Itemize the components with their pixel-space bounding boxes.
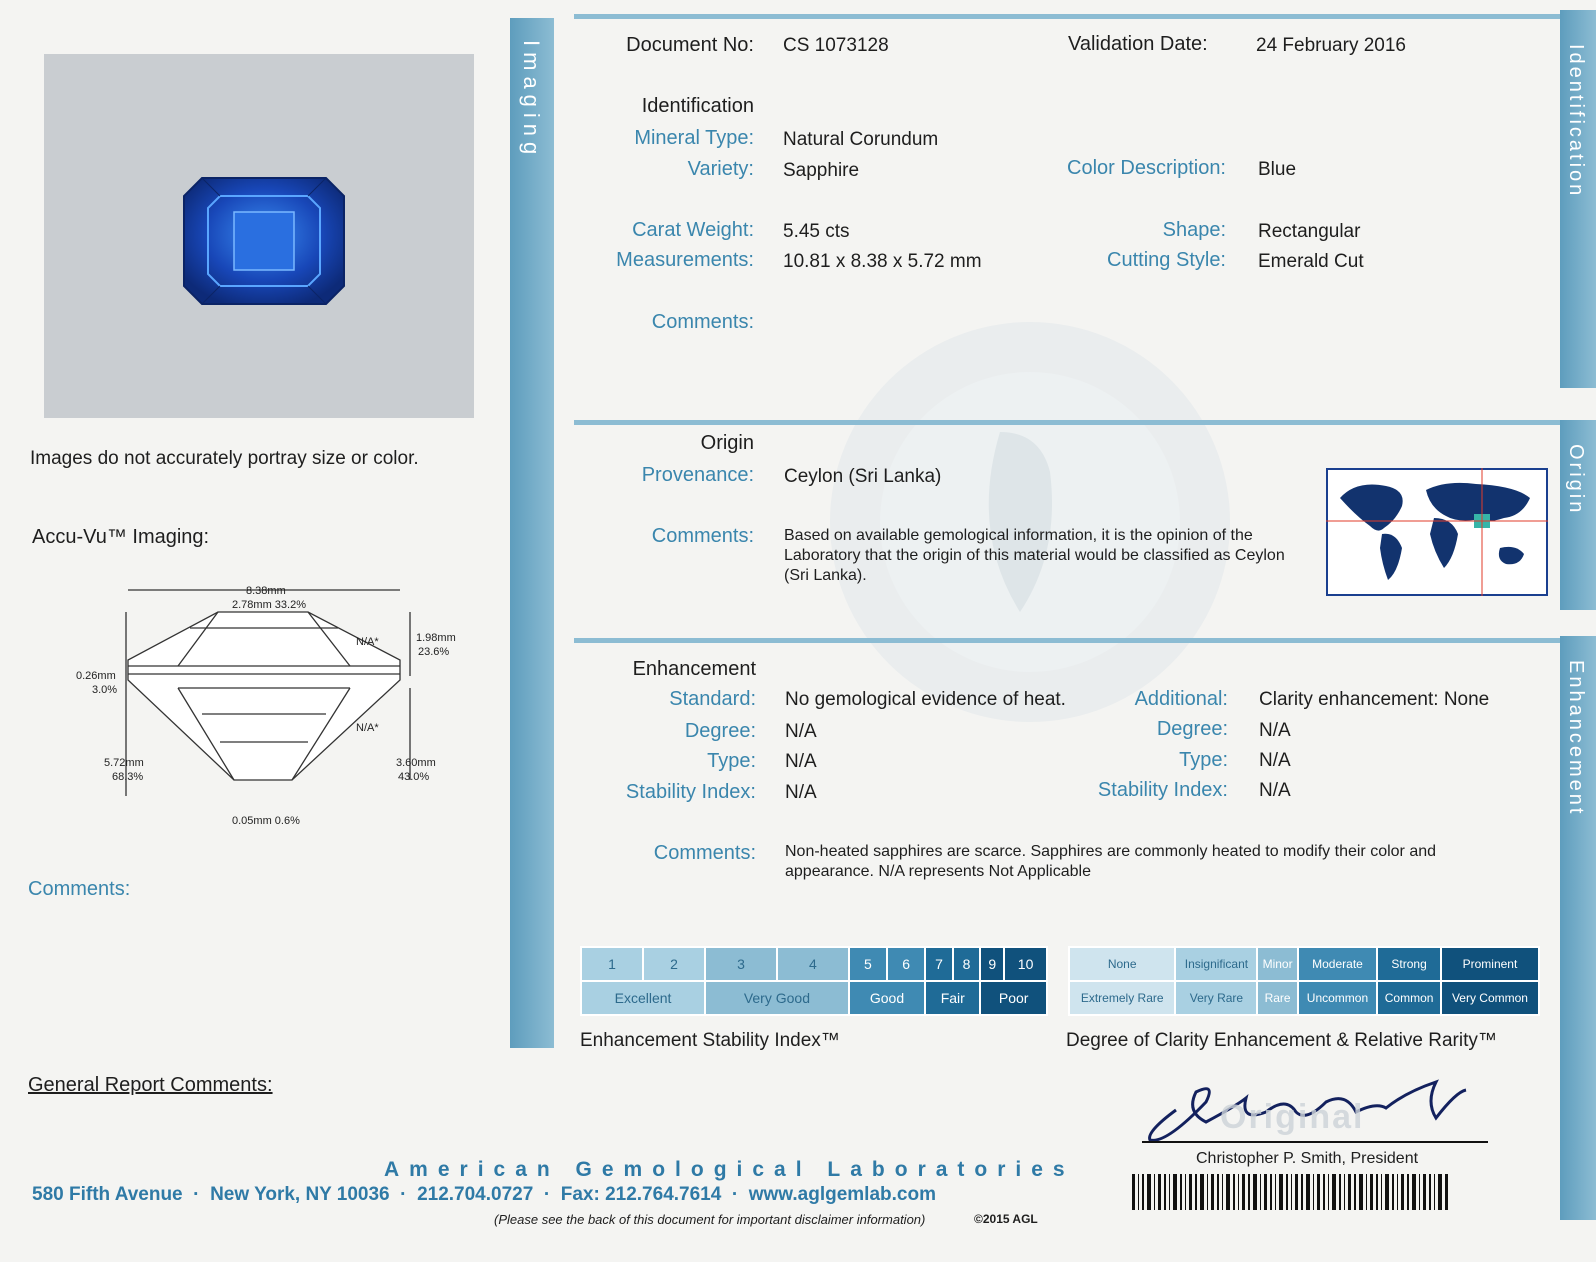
scale-num-10: 10 [1004, 947, 1047, 981]
mineral-type-label: Mineral Type: [634, 127, 754, 149]
variety-label: Variety: [687, 158, 754, 180]
stability-index-scale [580, 946, 1048, 1016]
stability-index-value-2: N/A [1259, 780, 1291, 801]
stability-index-label-2: Stability Index: [1097, 779, 1228, 801]
diagram-na-lower: N/A* [356, 722, 379, 734]
standard-label: Standard: [669, 688, 756, 710]
rarity-very-rare: Very Rare [1175, 981, 1257, 1015]
gem-photo-frame [44, 54, 474, 418]
mineral-type-value: Natural Corundum [783, 129, 939, 150]
accuvu-profile-diagram [60, 582, 480, 822]
scale-num-8: 8 [953, 947, 981, 981]
shape-value: Rectangular [1258, 221, 1361, 242]
type-label: Type: [707, 750, 756, 772]
grade-good: Good [849, 981, 925, 1015]
origin-rule [574, 420, 1560, 425]
enhancement-rule [574, 638, 1560, 643]
provenance-value: Ceylon (Sri Lanka) [784, 466, 942, 487]
agl-watermark-seal [820, 312, 1240, 732]
scale-num-6: 6 [887, 947, 925, 981]
grade-excellent: Excellent [581, 981, 705, 1015]
enhancement-comments-text: Non-heated sapphires are scarce. Sapphires are commonly heated to modify their color and appearance. N/A represents Not Applicable [785, 843, 1437, 880]
signatory-name: Christopher P. Smith, President [1196, 1150, 1419, 1167]
footer-address: 580 Fifth Avenue · New York, NY 10036 · 212.704.0727 · Fax: 212.764.7614 · www.aglgemlab.com [32, 1184, 936, 1205]
image-disclaimer: Images do not accurately portray size or color. [30, 448, 419, 469]
general-comments-label: General Report Comments: [28, 1074, 273, 1096]
grade-fair: Fair [925, 981, 980, 1015]
provenance-label: Provenance: [641, 464, 754, 486]
origin-comments-text: Based on available gemological information, it is the opinion of the Laboratory that the origin of this material would be classified as Ceylon (Sri Lanka). [784, 527, 1285, 584]
rarity-rare: Rare [1257, 981, 1297, 1015]
stability-scale-title: Enhancement Stability Index™ [580, 1030, 840, 1051]
rarity-scale-title: Degree of Clarity Enhancement & Relative Rarity™ [1066, 1030, 1497, 1051]
measurements-label: Measurements: [616, 249, 754, 271]
carat-weight-value: 5.45 cts [783, 221, 850, 242]
rarity-uncommon: Uncommon [1298, 981, 1378, 1015]
top-rule [574, 14, 1560, 19]
rarity-very-common: Very Common [1441, 981, 1539, 1015]
rarity-extremely-rare: Extremely Rare [1069, 981, 1175, 1015]
imaging-side-label: Imaging [519, 40, 544, 161]
shape-label: Shape: [1162, 219, 1226, 241]
stability-index-value: N/A [785, 782, 817, 803]
additional-value: Clarity enhancement: None [1259, 689, 1490, 710]
validation-date-value: 24 February 2016 [1256, 35, 1406, 56]
rarity-common: Common [1377, 981, 1441, 1015]
rarity-degree-insignificant: Insignificant [1175, 947, 1257, 981]
scale-num-4: 4 [777, 947, 849, 981]
type-value-2: N/A [1259, 750, 1291, 771]
color-description-label: Color Description: [1067, 157, 1226, 179]
scale-num-9: 9 [980, 947, 1004, 981]
enhancement-title: Enhancement [632, 658, 756, 680]
accuvu-title: Accu-Vu™ Imaging: [32, 526, 210, 548]
diagram-crown-pct: 23.6% [418, 646, 450, 658]
origin-comments-label: Comments: [651, 525, 754, 547]
standard-value: No gemological evidence of heat. [785, 689, 1066, 710]
validation-date-label: Validation Date: [1068, 33, 1208, 55]
grade-poor: Poor [980, 981, 1047, 1015]
diagram-width: 8.38mm [246, 585, 286, 597]
type-label-2: Type: [1179, 749, 1228, 771]
enhancement-comments-label: Comments: [653, 842, 756, 864]
additional-label: Additional: [1134, 688, 1228, 710]
sapphire-gem-image [44, 54, 474, 418]
identification-title: Identification [641, 95, 754, 117]
stability-index-label: Stability Index: [625, 781, 756, 803]
variety-value: Sapphire [783, 160, 860, 181]
identification-comments-label: Comments: [651, 311, 754, 333]
color-description-value: Blue [1258, 159, 1297, 180]
diagram-girdle-pct: 3.0% [92, 684, 118, 696]
rarity-degree-none: None [1069, 947, 1175, 981]
rarity-degree-strong: Strong [1377, 947, 1441, 981]
diagram-crown-height: 1.98mm [416, 632, 456, 644]
imaging-side-bar [510, 18, 554, 1048]
scale-num-3: 3 [705, 947, 777, 981]
cutting-style-value: Emerald Cut [1258, 251, 1364, 272]
diagram-culet: 0.05mm 0.6% [232, 815, 300, 827]
degree-label: Degree: [684, 720, 756, 742]
rarity-degree-prominent: Prominent [1441, 947, 1539, 981]
grade-very-good: Very Good [705, 981, 849, 1015]
diagram-depth-pct: 68.3% [112, 771, 144, 783]
scale-num-7: 7 [925, 947, 953, 981]
footer-company: American Gemological Laboratories [384, 1158, 1075, 1181]
document-barcode [1132, 1174, 1450, 1210]
diagram-pavilion: 3.60mm [396, 757, 436, 769]
measurements-value: 10.81 x 8.38 x 5.72 mm [783, 251, 982, 272]
scale-num-2: 2 [643, 947, 705, 981]
doc-no-label: Document No: [626, 34, 754, 56]
footer-disclaimer: (Please see the back of this document for important disclaimer information) [494, 1212, 926, 1227]
footer-copyright: ©2015 AGL [974, 1212, 1038, 1226]
doc-no-value: CS 1073128 [783, 35, 889, 56]
identification-side-label: Identification [1565, 44, 1587, 199]
enhancement-side-label: Enhancement [1565, 660, 1587, 817]
origin-title: Origin [700, 432, 754, 454]
cutting-style-label: Cutting Style: [1107, 249, 1226, 271]
diagram-na-upper: N/A* [356, 636, 379, 648]
scale-num-5: 5 [849, 947, 887, 981]
rarity-scale [1068, 946, 1540, 1016]
origin-side-label: Origin [1565, 444, 1587, 516]
degree-label-2: Degree: [1156, 718, 1228, 740]
rarity-degree-moderate: Moderate [1298, 947, 1378, 981]
original-stamp: Original [1220, 1098, 1365, 1136]
rarity-degree-minor: Minor [1257, 947, 1297, 981]
diagram-table: 2.78mm 33.2% [232, 599, 306, 611]
type-value: N/A [785, 751, 817, 772]
degree-value-2: N/A [1259, 720, 1291, 741]
world-map-origin-locator [1326, 468, 1548, 596]
scale-num-1: 1 [581, 947, 643, 981]
diagram-pavilion-pct: 43.0% [398, 771, 430, 783]
diagram-depth: 5.72mm [104, 757, 144, 769]
carat-weight-label: Carat Weight: [632, 219, 754, 241]
diagram-girdle: 0.26mm [76, 670, 116, 682]
imaging-comments-label: Comments: [28, 878, 131, 900]
degree-value: N/A [785, 721, 817, 742]
